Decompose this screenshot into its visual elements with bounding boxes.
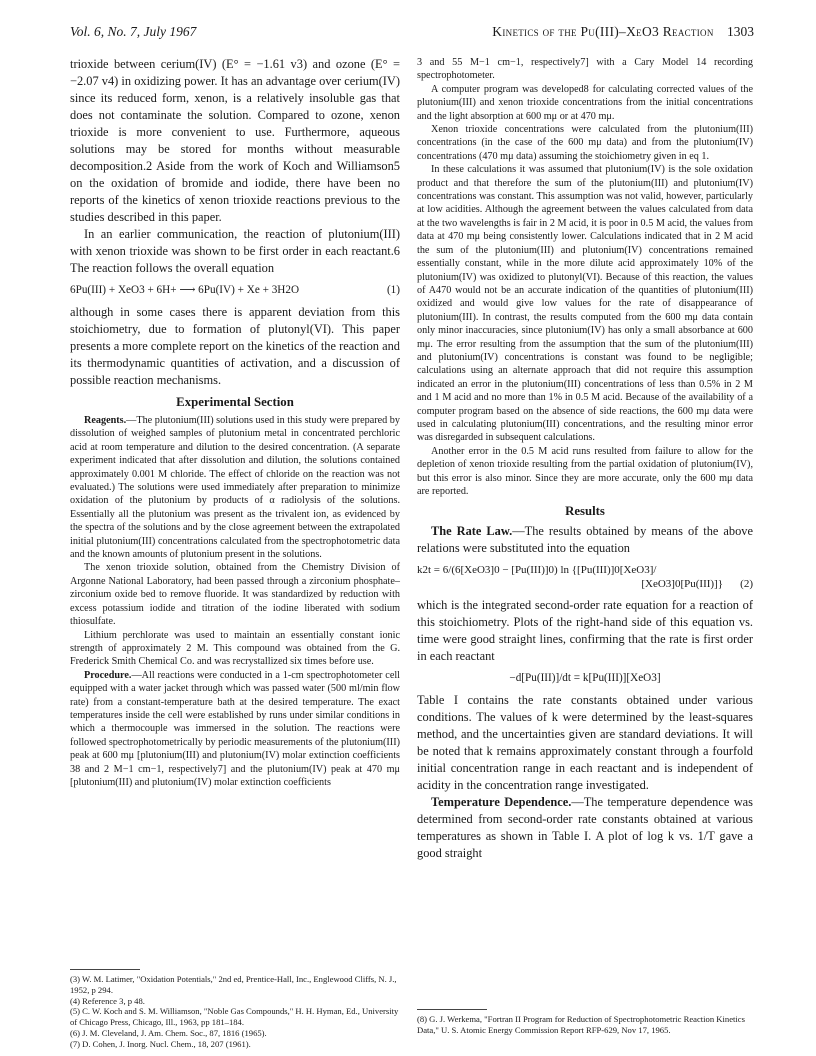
rate-law-heading: The Rate Law. xyxy=(431,524,513,539)
equation-2-line-2: [XeO3]0[Pu(III)]} xyxy=(641,578,723,591)
xenon-paragraph: The xenon trioxide solution, obtained from the Chemistry Division of Argonne National Laboratory, had been passed through a zirconium phosphate–zirconium oxide bed to remove fluoride. It was standardized by reduction with excess potassium iodide and titration of the iodine liberated with sodium thiosulfate. xyxy=(70,562,400,628)
footnote-5: (5) C. W. Koch and S. M. Williamson, "Noble Gas Compounds," H. H. Hyman, Ed., University of Chicago Press, Chicago, Ill., 1963, pp 181–184. xyxy=(70,1006,399,1028)
left-column xyxy=(70,56,400,789)
running-header-volume: Vol. 6, No. 7, July 1967 xyxy=(70,24,197,39)
procedure-paragraph xyxy=(70,669,400,790)
lithium-paragraph: Lithium perchlorate was used to maintain an essentially constant ionic strength of approximately 2 M. This compound was obtained from the G. Frederick Smith Chemical Co. and was recrystallized six times before use. xyxy=(70,629,400,668)
equation-2 xyxy=(417,563,753,591)
intro-paragraph-3: although in some cases there is apparent deviation from this stoichiometry, due to formation of plutonyl(VI). This paper presents a more complete report on the kinetics of the reaction and its thermodynamic quantities of activation, and a discussion of possible reaction mechanisms. xyxy=(70,305,400,387)
section-heading-experimental: Experimental Section xyxy=(176,395,294,409)
continued-paragraph: 3 and 55 M−1 cm−1, respectively7] with a Cary Model 14 recording spectrophotometer. xyxy=(417,57,753,82)
footnote-3: (3) W. M. Latimer, "Oxidation Potentials," 2nd ed, Prentice-Hall, Inc., Englewood Cliffs, N. J., 1952, p 294. xyxy=(70,974,397,995)
rate-law-text: —The results obtained by means of the above relations were substituted into the equation xyxy=(417,524,753,556)
intro-paragraph-1: trioxide between cerium(IV) (E° = −1.61 v3) and ozone (E° = −2.07 v4) in oxidizing power. It has an advantage over cerium(IV) since its reduced form, xenon, is a relatively insoluble gas that does not contaminate the solution. Compared to ozone, xenon trioxide is more convenient to use. Furthermore, aqueous solutions may be stored for months without measurable decomposition.2 Aside from the work of Koch and Williamson5 on the oxidation of bromide and iodide, there have been no reports of the kinetics of xenon trioxide reactions previous to the studies described in this paper. xyxy=(70,57,400,224)
temperature-paragraph xyxy=(417,794,753,862)
procedure-heading: Procedure. xyxy=(84,669,132,681)
rate-law-paragraph xyxy=(417,523,753,557)
reagents-heading: Reagents. xyxy=(84,415,127,426)
procedure-text: —All reactions were conducted in a 1-cm spectrophotometer cell equipped with a water jacket through which was passed water (500 ml/min flow rate) from a constant-temperature bath at the desired temperature. The exact temperatures inside the cell were established by runs under similar conditions in which a thermocouple was immersed in the solution. The reactions were followed spectrophotometrically by periodic measurements of the plutonium(III) peak at 600 mμ [plutonium(III) and plutonium(IV) molar extinction coefficients 38 and 2 M−1 cm−1, respectively7] and the plutonium(IV) peak at 470 mμ [plutonium(III) and plutonium(IV) molar extinction coefficients xyxy=(70,669,400,788)
assumption-paragraph: In these calculations it was assumed that plutonium(IV) is the sole oxidation product and that therefore the sum of the plutonium(III) and plutonium(IV) concentrations was constant. This assumption was not valid, however, particularly at low acidities. Although the agreement between the values calculated from data at the two wavelengths is fair in 2 M acid, it is poor in 0.5 M acid, the values from data at 470 mμ being consistently lower. Calculations indicated that in 2 M acid the sum of the plutonium(III) and plutonium(IV) concentrations remained essentially constant, while in the more dilute acid approximately 10% of the plutonium(IV) was oxidized to plutonyl(VI). Because of this reaction, the values of A470 would not be an accurate indication of the quantities of plutonium(III) oxidized and would give low values for the rate of disappearance of plutonium(III). In contrast, the results computed from the 600 mμ data contain only minor inaccuracies, since plutonium(IV) has only a small absorbance at 600 mμ. The error resulting from the assumption that the sum of the plutonium(III) and plutonium(IV) concentrations is constant was found to be negligible; calculations using an alternate approach that did not require this assumption indicated an error in the plutonium(III) concentrations of less than 0.5% in 2 M and 1 M acid and no more than 1% in 0.5 M acid. Because of the availability of a computer program based on the absence of side reactions, the 600 mμ data were used in calculating plutonium(III) concentrations, and the resulting minor error was disregarded in subsequent calculations. xyxy=(417,164,753,444)
running-title: Kinetics of the Pu(III)–XeO3 Reaction xyxy=(492,24,714,39)
temperature-heading: Temperature Dependence. xyxy=(431,795,572,810)
running-header-title xyxy=(492,24,754,40)
footnote-7: (7) D. Cohen, J. Inorg. Nucl. Chem., 18, 207 (1961). xyxy=(70,1038,251,1049)
right-footnotes xyxy=(417,1003,753,1036)
footnote-6: (6) J. M. Cleveland, J. Am. Chem. Soc., 87, 1816 (1965). xyxy=(70,1027,267,1038)
rate-law-paragraph-2: which is the integrated second-order rate equation for a reaction of this stoichiometry. Plots of the right-hand side of this equation vs. time were good straight lines, confirming that the rate is first order in each reactant xyxy=(417,598,753,664)
equation-2-line-1: k2t = 6/(6[XeO3]0 − [Pu(III)]0) ln {[Pu(III)]0[XeO3]/ xyxy=(417,564,657,577)
page-number: 1303 xyxy=(727,24,754,39)
equation-3 xyxy=(417,671,753,686)
footnote-4: (4) Reference 3, p 48. xyxy=(70,995,145,1006)
equation-3-text: −d[Pu(III)]/dt = k[Pu(III)][XeO3] xyxy=(509,672,661,685)
rate-law-paragraph-3: Table I contains the rate constants obtained under various conditions. The values of k were determined by the least-squares method, and the uncertainties given are standard deviations. It will be noted that k remains approximately constant through a fourfold initial concentration range in each reactant and is independent of acidity in the concentration range investigated. xyxy=(417,693,753,793)
equation-2-number: (2) xyxy=(740,578,753,591)
temperature-text: —The temperature dependence was determined from second-order rate constants obtained at various temperatures as shown in Table I. A plot of log k vs. 1/T gave a good straight xyxy=(417,795,753,861)
section-heading-results: Results xyxy=(565,504,605,519)
left-footnotes xyxy=(70,963,400,1050)
computer-program-paragraph: A computer program was developed8 for calculating corrected values of the plutonium(III) and xenon trioxide concentrations from the initial concentrations and the light absorption at 600 mμ or at 470 mμ. xyxy=(417,83,753,122)
equation-1-text: 6Pu(III) + XeO3 + 6H+ ⟶ 6Pu(IV) + Xe + 3H2O xyxy=(70,284,300,296)
footnote-rule-right xyxy=(417,1009,487,1010)
equation-1-number: (1) xyxy=(386,284,400,296)
footnote-8: (8) G. J. Werkema, "Fortran II Program for Reduction of Spectrophotometric Reaction Kinetics Data," U. S. Atomic Energy Commission Report RFP-629, Nov 17, 1965. xyxy=(417,1014,745,1035)
right-column xyxy=(417,56,753,862)
xenon-concentration-paragraph: Xenon trioxide concentrations were calculated from the plutonium(III) concentrations (in the case of the 600 mμ data) and from the plutonium(IV) concentrations (470 mμ data) assuming the stoichiometry given in eq 1. xyxy=(417,124,753,162)
reagents-text: —The plutonium(III) solutions used in this study were prepared by dissolution of weighed samples of plutonium metal in concentrated perchloric acid at room temperature and dilution to the desired concentration. (A separate experiment indicated that after dissolution and dilution, the solutions contained approximately 0.001 M chloride. The effect of chloride on the reaction was not evaluated.) The solutions were used immediately after preparation to minimize oxidation of the plutonium by products of α radiolysis of the solutions. Essentially all the plutonium was present as the trivalent ion, as evidenced by the spectra of the solutions and by the close agreement between the extrapolated initial plutonium(III) concentrations calculated from the spectrophotometric data and the known amounts of plutonium present in the solutions. xyxy=(70,415,400,561)
error-paragraph: Another error in the 0.5 M acid runs resulted from failure to allow for the depletion of xenon trioxide resulting from the partial oxidation of plutonium(IV), but this error is also minor. Since they are more accurate, only the 600 mμ data are reported. xyxy=(417,445,753,497)
reagents-paragraph xyxy=(70,414,400,561)
equation-1 xyxy=(70,283,400,298)
footnote-rule xyxy=(70,969,140,970)
intro-paragraph-2: In an earlier communication, the reaction of plutonium(III) with xenon trioxide was shown to be first order in each reactant.6 The reaction follows the overall equation xyxy=(70,227,400,275)
